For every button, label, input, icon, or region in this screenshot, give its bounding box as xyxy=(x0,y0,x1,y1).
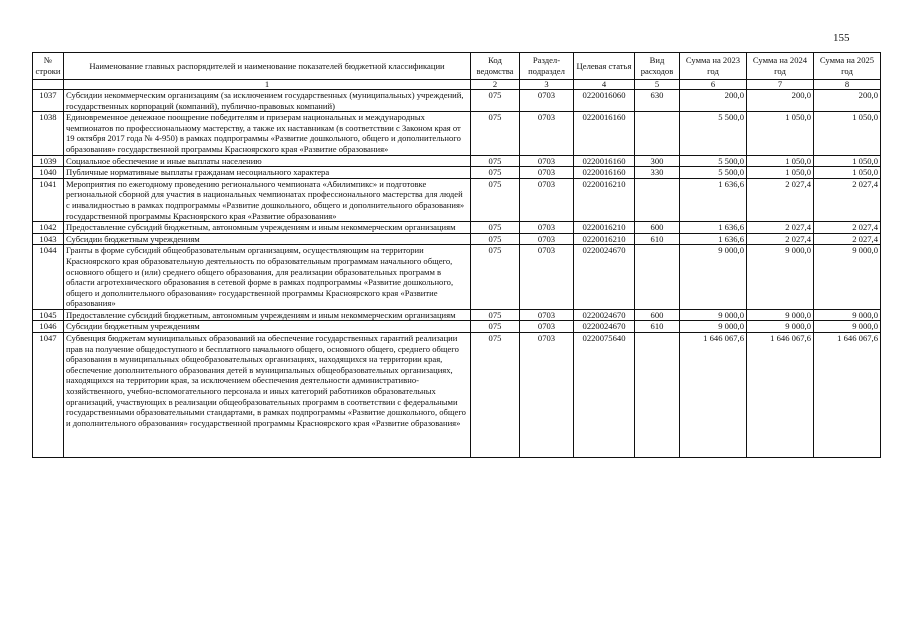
header-sum-2025: Сумма на 2025 год xyxy=(814,53,881,80)
header-name: Наименование главных распорядителей и наименование показателей бюджетной классификации xyxy=(64,53,471,80)
table-row xyxy=(33,222,881,234)
target-item: 0220024670 xyxy=(574,309,635,321)
department-code: 075 xyxy=(471,321,520,333)
header-section: Раздел-подраздел xyxy=(520,53,574,80)
sum-2023: 200,0 xyxy=(680,90,747,112)
sum-2024: 2 027,4 xyxy=(747,222,814,234)
column-number: 4 xyxy=(574,80,635,90)
row-name: Субвенция бюджетам муниципальных образований на обеспечение государственных гарантий реализации прав на получение общедоступного и бесплатного начального общего, основного общего, среднего общего образования в муниципальных общеобразовательных организациях, находящихся на территории края, обеспечение дополнительного образования детей в муниципальных общеобразовательных организациях, находящихся на территории края, за исключением обеспечения деятельности административно-хозяйственного, учебно-вспомогательного персонала и иных категорий работников образовательных организаций, участвующих в реализации общеобразовательных программ в соответствии с федеральными государственными образовательными стандартами, в рамках подпрограммы «Развитие дошкольного, общего и дополнительного образования» государственной программы Красноярского края «Развитие образования» xyxy=(64,333,471,458)
sum-2025: 1 050,0 xyxy=(814,112,881,155)
row-name: Публичные нормативные выплаты гражданам несоциального характера xyxy=(64,167,471,179)
target-item: 0220016160 xyxy=(574,112,635,155)
row-number: 1037 xyxy=(33,90,64,112)
table-row xyxy=(33,321,881,333)
header-target-item: Целевая статья xyxy=(574,53,635,80)
table-row xyxy=(33,155,881,167)
row-number: 1040 xyxy=(33,167,64,179)
sum-2024: 1 050,0 xyxy=(747,167,814,179)
section-code: 0703 xyxy=(520,90,574,112)
sum-2024: 1 050,0 xyxy=(747,155,814,167)
target-item: 0220075640 xyxy=(574,333,635,458)
department-code: 075 xyxy=(471,167,520,179)
column-number: 2 xyxy=(471,80,520,90)
target-item: 0220016210 xyxy=(574,178,635,221)
sum-2023: 9 000,0 xyxy=(680,321,747,333)
section-code: 0703 xyxy=(520,309,574,321)
sum-2025: 1 050,0 xyxy=(814,155,881,167)
target-item: 0220016210 xyxy=(574,222,635,234)
sum-2024: 9 000,0 xyxy=(747,309,814,321)
row-number: 1047 xyxy=(33,333,64,458)
target-item: 0220016060 xyxy=(574,90,635,112)
sum-2023: 1 636,6 xyxy=(680,178,747,221)
department-code: 075 xyxy=(471,90,520,112)
row-name: Субсидии бюджетным учреждениям xyxy=(64,321,471,333)
sum-2025: 9 000,0 xyxy=(814,321,881,333)
expense-kind xyxy=(635,178,680,221)
department-code: 075 xyxy=(471,222,520,234)
table-row xyxy=(33,309,881,321)
row-number: 1042 xyxy=(33,222,64,234)
section-code: 0703 xyxy=(520,155,574,167)
header-row xyxy=(33,53,881,80)
row-name: Мероприятия по ежегодному проведению регионального чемпионата «Абилимпикс» и подготовке региональной сборной для участия в национальных чемпионатах профессионального мастерства для людей с инвалидностью в рамках подпрограммы «Развитие дошкольного, общего и дополнительного образования» государственной программы Красноярского края «Развитие образования» xyxy=(64,178,471,221)
row-name: Социальное обеспечение и иные выплаты населению xyxy=(64,155,471,167)
department-code: 075 xyxy=(471,155,520,167)
sum-2024: 2 027,4 xyxy=(747,233,814,245)
budget-table xyxy=(32,52,881,458)
section-code: 0703 xyxy=(520,178,574,221)
department-code: 075 xyxy=(471,333,520,458)
row-number: 1045 xyxy=(33,309,64,321)
header-expense-kind: Вид расходов xyxy=(635,53,680,80)
target-item: 0220016160 xyxy=(574,155,635,167)
sum-2024: 9 000,0 xyxy=(747,245,814,310)
expense-kind: 630 xyxy=(635,90,680,112)
column-number: 8 xyxy=(814,80,881,90)
expense-kind: 330 xyxy=(635,167,680,179)
header-row-number: № строки xyxy=(33,53,64,80)
table-row xyxy=(33,333,881,458)
row-number: 1038 xyxy=(33,112,64,155)
row-name: Предоставление субсидий бюджетным, автономным учреждениям и иным некоммерческим организациям xyxy=(64,222,471,234)
section-code: 0703 xyxy=(520,333,574,458)
sum-2024: 2 027,4 xyxy=(747,178,814,221)
sum-2024: 9 000,0 xyxy=(747,321,814,333)
expense-kind xyxy=(635,333,680,458)
expense-kind: 600 xyxy=(635,222,680,234)
table-row xyxy=(33,112,881,155)
sum-2025: 1 646 067,6 xyxy=(814,333,881,458)
sum-2024: 1 050,0 xyxy=(747,112,814,155)
row-number: 1043 xyxy=(33,233,64,245)
department-code: 075 xyxy=(471,112,520,155)
column-number: 1 xyxy=(64,80,471,90)
sum-2025: 2 027,4 xyxy=(814,178,881,221)
sum-2023: 9 000,0 xyxy=(680,309,747,321)
target-item: 0220024670 xyxy=(574,245,635,310)
row-name: Предоставление субсидий бюджетным, автономным учреждениям и иным некоммерческим организациям xyxy=(64,309,471,321)
target-item: 0220024670 xyxy=(574,321,635,333)
header-sum-2023: Сумма на 2023 год xyxy=(680,53,747,80)
section-code: 0703 xyxy=(520,321,574,333)
table-row xyxy=(33,167,881,179)
target-item: 0220016210 xyxy=(574,233,635,245)
sum-2023: 1 646 067,6 xyxy=(680,333,747,458)
column-number: 7 xyxy=(747,80,814,90)
table-row xyxy=(33,245,881,310)
expense-kind: 600 xyxy=(635,309,680,321)
header-sum-2024: Сумма на 2024 год xyxy=(747,53,814,80)
table-row xyxy=(33,90,881,112)
sum-2025: 2 027,4 xyxy=(814,233,881,245)
sum-2024: 1 646 067,6 xyxy=(747,333,814,458)
row-name: Единовременное денежное поощрение победителям и призерам национальных и международных чемпионатов по профессиональному мастерству, а также их наставникам (в соответствии с Законом края от 19 октября 2017 года № 4-950) в рамках подпрограммы «Развитие дошкольного, общего и дополнительного образования» государственной программы Красноярского края «Развитие образования» xyxy=(64,112,471,155)
header-department-code: Код ведомства xyxy=(471,53,520,80)
row-number: 1046 xyxy=(33,321,64,333)
column-number: 6 xyxy=(680,80,747,90)
department-code: 075 xyxy=(471,245,520,310)
sum-2023: 5 500,0 xyxy=(680,155,747,167)
column-number: 5 xyxy=(635,80,680,90)
table-row xyxy=(33,233,881,245)
section-code: 0703 xyxy=(520,233,574,245)
sum-2025: 1 050,0 xyxy=(814,167,881,179)
target-item: 0220016160 xyxy=(574,167,635,179)
section-code: 0703 xyxy=(520,245,574,310)
sum-2023: 1 636,6 xyxy=(680,233,747,245)
sum-2025: 2 027,4 xyxy=(814,222,881,234)
section-code: 0703 xyxy=(520,167,574,179)
sum-2025: 200,0 xyxy=(814,90,881,112)
section-code: 0703 xyxy=(520,222,574,234)
expense-kind: 610 xyxy=(635,233,680,245)
row-name: Субсидии бюджетным учреждениям xyxy=(64,233,471,245)
expense-kind xyxy=(635,112,680,155)
sum-2023: 5 500,0 xyxy=(680,167,747,179)
column-number xyxy=(33,80,64,90)
section-code: 0703 xyxy=(520,112,574,155)
row-number: 1039 xyxy=(33,155,64,167)
expense-kind xyxy=(635,245,680,310)
department-code: 075 xyxy=(471,233,520,245)
row-name: Субсидии некоммерческим организациям (за исключением государственных (муниципальных) учреждений, государственных корпораций (компаний), публично-правовых компаний) xyxy=(64,90,471,112)
sum-2025: 9 000,0 xyxy=(814,245,881,310)
expense-kind: 610 xyxy=(635,321,680,333)
column-number-row xyxy=(33,80,881,90)
department-code: 075 xyxy=(471,309,520,321)
sum-2023: 9 000,0 xyxy=(680,245,747,310)
column-number: 3 xyxy=(520,80,574,90)
table-row xyxy=(33,178,881,221)
department-code: 075 xyxy=(471,178,520,221)
row-name: Гранты в форме субсидий общеобразовательным организациям, осуществляющим на территории Красноярского края образовательную деятельность по образовательным программам начального общего, основного общего и (или) среднего общего образования, для реализации образовательных программ в области агротехнического образования в сетевой форме в рамках подпрограммы «Развитие дошкольного, общего и дополнительного образования» государственной программы Красноярского края «Развитие образования» xyxy=(64,245,471,310)
row-number: 1041 xyxy=(33,178,64,221)
expense-kind: 300 xyxy=(635,155,680,167)
sum-2023: 5 500,0 xyxy=(680,112,747,155)
sum-2024: 200,0 xyxy=(747,90,814,112)
sum-2025: 9 000,0 xyxy=(814,309,881,321)
page-number: 155 xyxy=(833,32,850,44)
row-number: 1044 xyxy=(33,245,64,310)
sum-2023: 1 636,6 xyxy=(680,222,747,234)
